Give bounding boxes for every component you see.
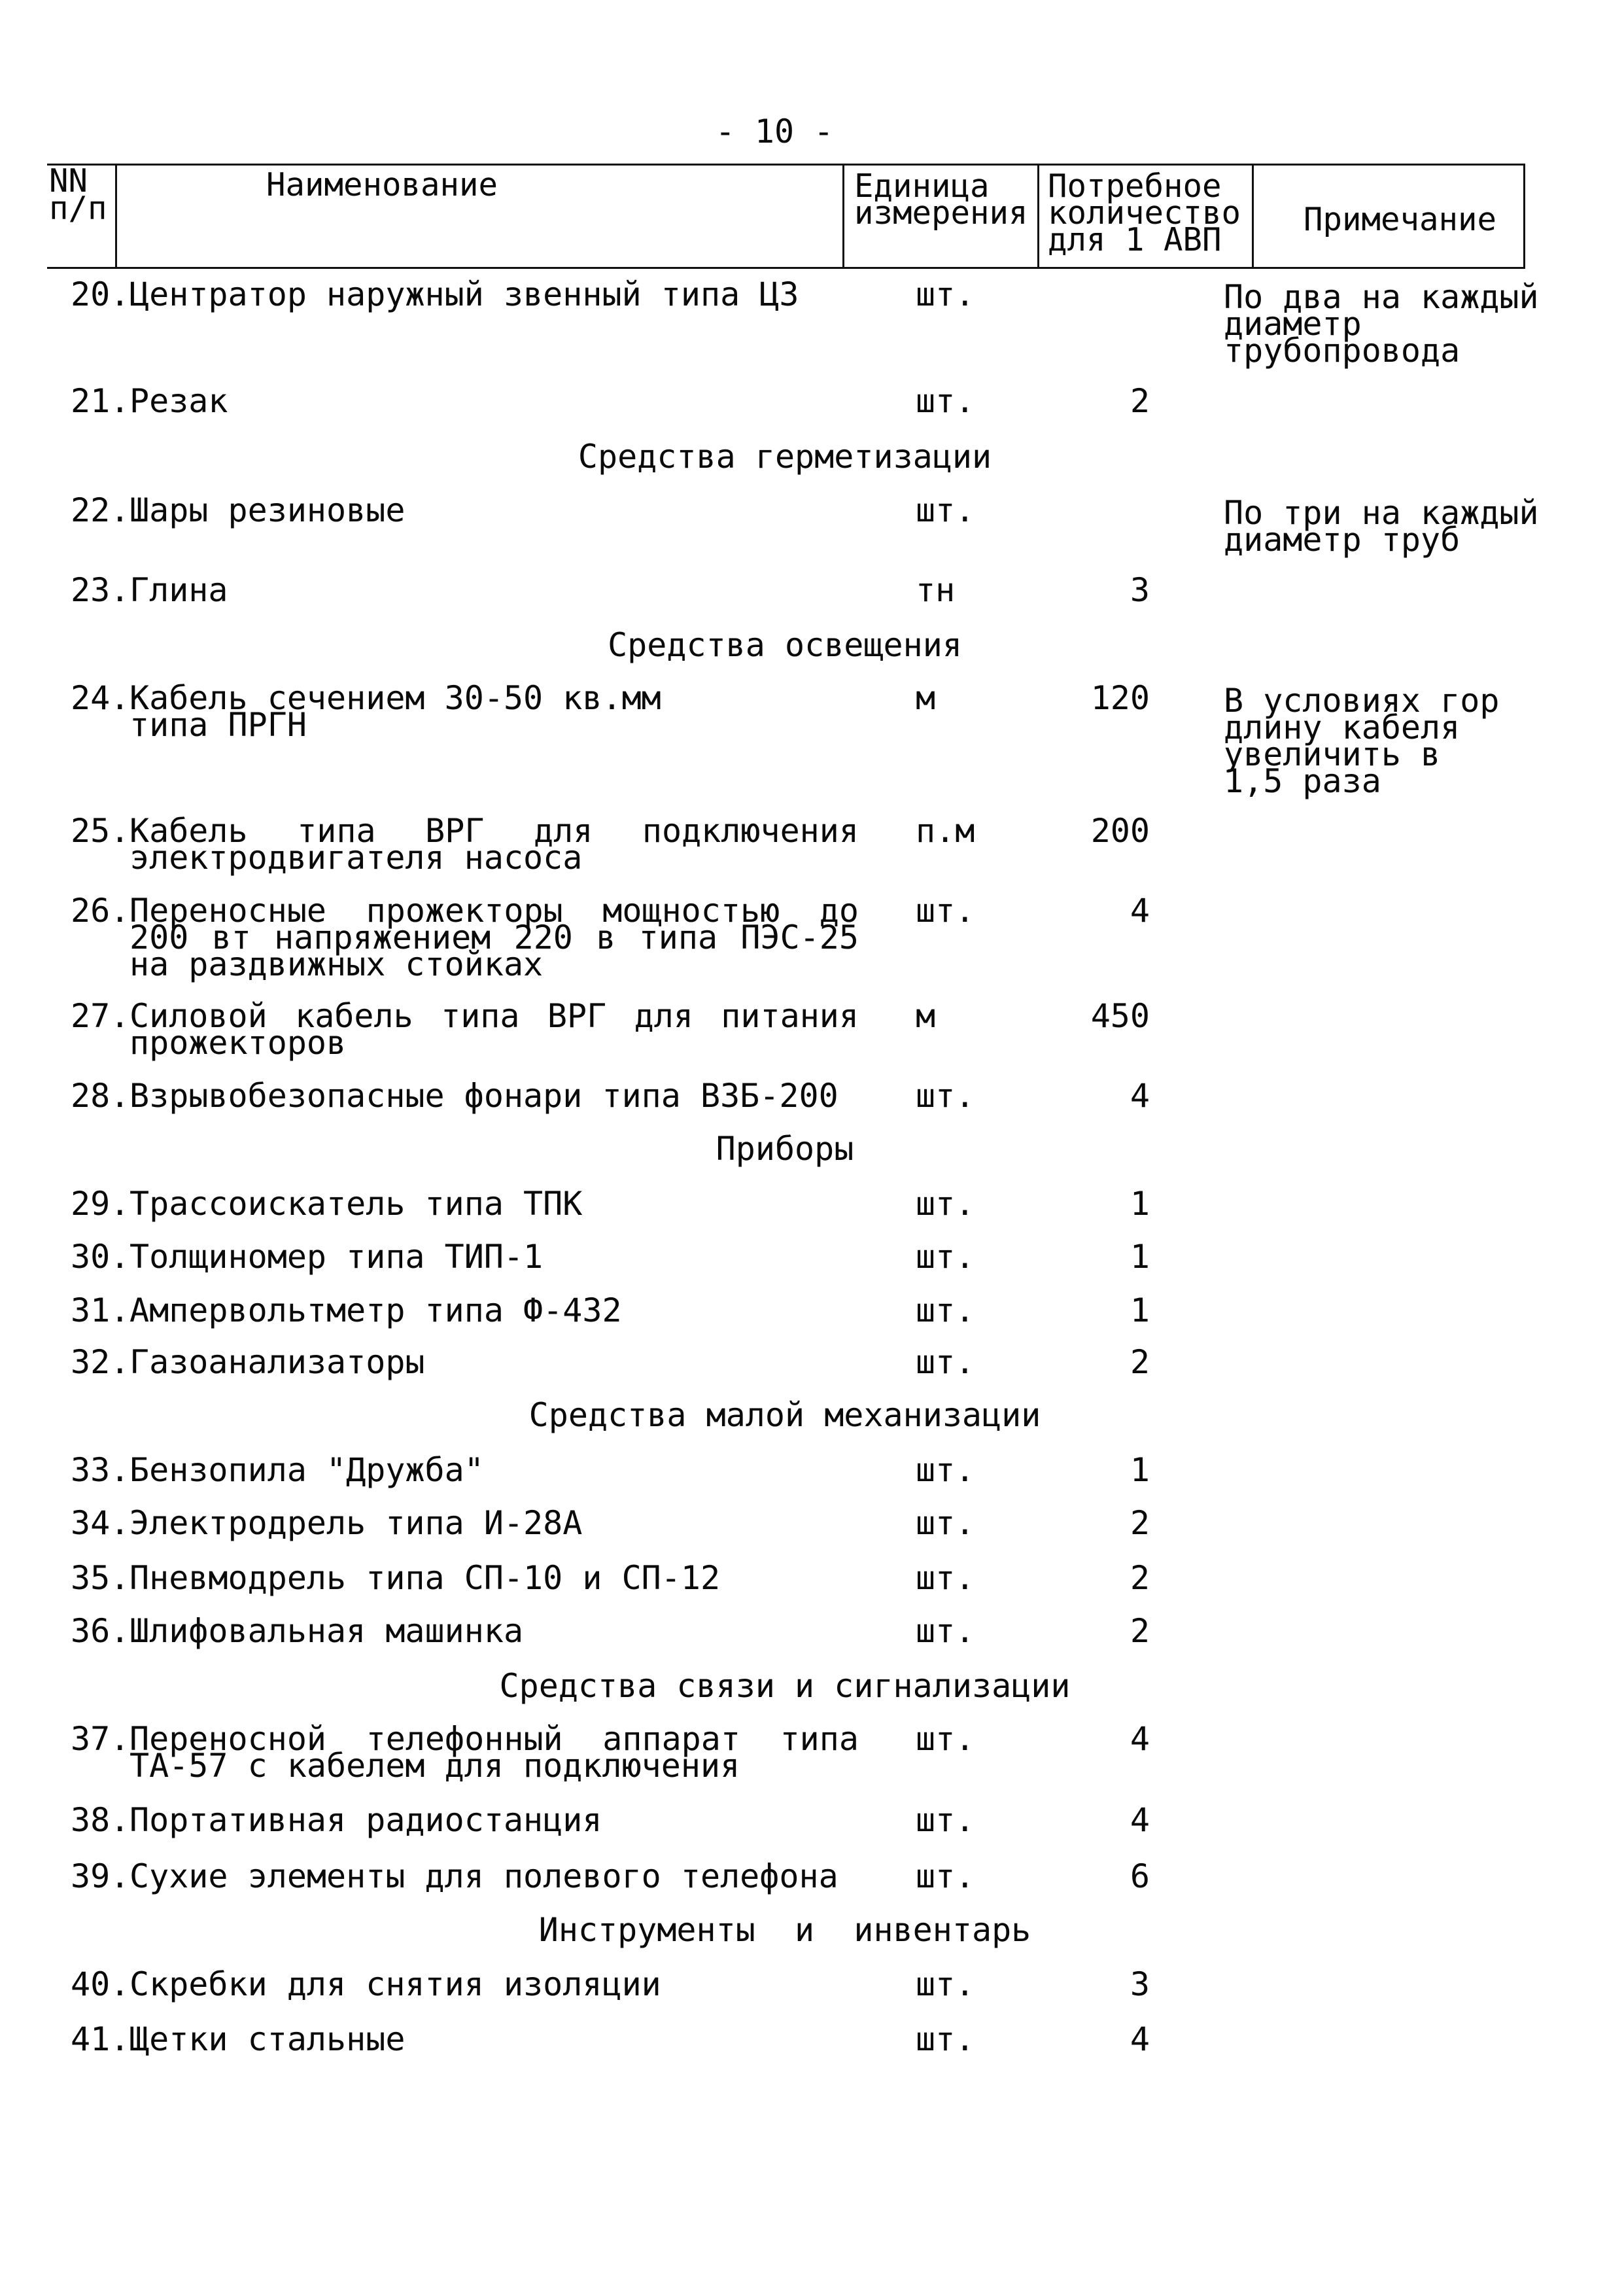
- item-name: [130, 1857, 859, 1895]
- item-name: [130, 1559, 859, 1597]
- item-name-line: Шары резиновые: [130, 491, 406, 529]
- item-quantity: 1: [1130, 1291, 1150, 1329]
- item-unit: шт.: [916, 491, 975, 529]
- item-note-line: диаметр труб: [1224, 521, 1460, 559]
- item-unit: шт.: [916, 1612, 975, 1650]
- item-quantity: 450: [1090, 997, 1150, 1035]
- item-number: 31.: [71, 1291, 130, 1329]
- item-number: 35.: [71, 1559, 130, 1597]
- item-number: 41.: [71, 2020, 130, 2058]
- section-heading: Средства связи и сигнализации: [499, 1667, 1071, 1705]
- item-number: 30.: [71, 1238, 130, 1276]
- item-quantity: 4: [1130, 1077, 1150, 1115]
- item-name: [130, 1720, 859, 1785]
- header-unit-label: измерения: [854, 194, 1028, 232]
- item-name-line: Бензопила "Дружба": [130, 1451, 484, 1489]
- item-name-line: Переносной телефонный аппарат типа: [130, 1720, 859, 1758]
- item-unit: шт.: [916, 1343, 975, 1381]
- item-name: [130, 1238, 859, 1276]
- item-unit: тн: [916, 571, 956, 609]
- item-name-line: Ампервольтметр типа Ф-432: [130, 1291, 622, 1329]
- item-name-line: Щетки стальные: [130, 2020, 406, 2058]
- page-number: - 10 -: [715, 113, 834, 150]
- item-name-line: на раздвижных стойках: [130, 945, 544, 983]
- item-unit: шт.: [916, 2020, 975, 2058]
- column-divider: [842, 166, 844, 267]
- header-unit-label: Единица: [854, 167, 990, 205]
- item-unit: шт.: [916, 1857, 975, 1895]
- item-unit: шт.: [916, 1504, 975, 1542]
- item-name: [130, 1343, 859, 1381]
- item-name-line: типа ПРГН: [130, 706, 307, 744]
- item-quantity: 4: [1130, 1720, 1150, 1758]
- item-name-line: Газоанализаторы: [130, 1343, 425, 1381]
- column-divider: [115, 166, 117, 267]
- item-number: 36.: [71, 1612, 130, 1650]
- item-name: [130, 1801, 859, 1839]
- item-name: [130, 571, 859, 609]
- item-name: [130, 1504, 859, 1542]
- item-name: [130, 2020, 859, 2058]
- item-number: 28.: [71, 1077, 130, 1115]
- item-unit: шт.: [916, 1720, 975, 1758]
- item-name-line: Переносные прожекторы мощностью до: [130, 892, 859, 930]
- item-number: 40.: [71, 1965, 130, 2003]
- item-unit: м: [916, 679, 936, 717]
- item-note: [1224, 278, 1539, 370]
- item-name-line: 200 вт напряжением 220 в типа ПЭС-25: [130, 919, 859, 956]
- item-quantity: 2: [1130, 382, 1150, 420]
- item-unit: шт.: [916, 1185, 975, 1223]
- item-name-line: Толщиномер типа ТИП-1: [130, 1238, 544, 1276]
- column-divider: [1252, 166, 1254, 267]
- item-number: 26.: [71, 892, 130, 930]
- header-name-label: Наименование: [266, 166, 498, 203]
- item-number: 34.: [71, 1504, 130, 1542]
- item-number: 33.: [71, 1451, 130, 1489]
- item-note: [1224, 682, 1500, 800]
- header-number-label: NN: [49, 162, 88, 200]
- item-unit: шт.: [916, 1451, 975, 1489]
- item-name: [130, 491, 859, 529]
- section-heading: Инструменты и инвентарь: [538, 1911, 1031, 1949]
- item-name-line: Центратор наружный звенный типа ЦЗ: [130, 275, 799, 313]
- item-name-line: Сухие элементы для полевого телефона: [130, 1857, 838, 1895]
- item-unit: шт.: [916, 1965, 975, 2003]
- item-name-line: Пневмодрель типа СП-10 и СП-12: [130, 1559, 721, 1597]
- item-number: 25.: [71, 812, 130, 850]
- item-number: 38.: [71, 1801, 130, 1839]
- item-unit: шт.: [916, 275, 975, 313]
- item-number: 32.: [71, 1343, 130, 1381]
- item-name-line: Кабель типа ВРГ для подключения: [130, 812, 859, 850]
- item-number: 20.: [71, 275, 130, 313]
- section-heading: Приборы: [716, 1130, 854, 1168]
- item-name-line: электродвигателя насоса: [130, 839, 583, 877]
- item-unit: шт.: [916, 1291, 975, 1329]
- item-note-line: увеличить в: [1224, 735, 1441, 773]
- item-quantity: 1: [1130, 1238, 1150, 1276]
- item-number: 29.: [71, 1185, 130, 1223]
- item-quantity: 4: [1130, 1801, 1150, 1839]
- section-heading: Средства освещения: [608, 626, 962, 664]
- item-note-line: В условиях гор: [1224, 682, 1500, 720]
- item-name: [130, 1451, 859, 1489]
- item-unit: шт.: [916, 1559, 975, 1597]
- item-name: [130, 1077, 859, 1115]
- item-note-line: По два на каждый: [1224, 278, 1539, 316]
- item-quantity: 2: [1130, 1504, 1150, 1542]
- item-name: [130, 1965, 859, 2003]
- item-quantity: 4: [1130, 2020, 1150, 2058]
- item-number: 22.: [71, 491, 130, 529]
- item-name: [130, 997, 859, 1062]
- item-quantity: 6: [1130, 1857, 1150, 1895]
- item-name-line: Резак: [130, 382, 228, 420]
- header-quantity-label: Потребное: [1048, 167, 1222, 205]
- item-unit: шт.: [916, 1801, 975, 1839]
- item-name: [130, 679, 859, 744]
- item-name-line: прожекторов: [130, 1024, 347, 1062]
- item-unit: шт.: [916, 1238, 975, 1276]
- header-number-label: п/п: [49, 190, 107, 227]
- item-name-line: Скребки для снятия изоляции: [130, 1965, 661, 2003]
- item-name-line: Шлифовальная машинка: [130, 1612, 524, 1650]
- header-note-label: Примечание: [1304, 201, 1497, 238]
- item-quantity: 1: [1130, 1451, 1150, 1489]
- item-note-line: трубопровода: [1224, 332, 1460, 370]
- item-name: [130, 1612, 859, 1650]
- item-quantity: 2: [1130, 1559, 1150, 1597]
- item-name: [130, 382, 859, 420]
- item-number: 23.: [71, 571, 130, 609]
- item-quantity: 3: [1130, 1965, 1150, 2003]
- item-name: [130, 275, 859, 313]
- item-name-line: Кабель сечением 30-50 кв.мм: [130, 679, 661, 717]
- item-name-line: Глина: [130, 571, 228, 609]
- item-note-line: По три на каждый: [1224, 494, 1539, 532]
- item-number: 21.: [71, 382, 130, 420]
- item-note-line: 1,5 раза: [1224, 762, 1381, 800]
- header-quantity-label: количество: [1048, 194, 1241, 232]
- item-name-line: Электродрель типа И-28А: [130, 1504, 583, 1542]
- item-quantity: 120: [1090, 679, 1150, 717]
- item-unit: шт.: [916, 1077, 975, 1115]
- item-name: [130, 812, 859, 877]
- item-note: [1224, 494, 1539, 559]
- item-name-line: Трассоискатель типа ТПК: [130, 1185, 583, 1223]
- item-number: 27.: [71, 997, 130, 1035]
- item-unit: п.м: [916, 812, 975, 850]
- item-unit: шт.: [916, 892, 975, 930]
- section-heading: Средства герметизации: [578, 438, 992, 476]
- item-number: 39.: [71, 1857, 130, 1895]
- item-quantity: 1: [1130, 1185, 1150, 1223]
- item-number: 24.: [71, 679, 130, 717]
- item-note-line: диаметр: [1224, 305, 1362, 343]
- column-divider: [1037, 166, 1039, 267]
- item-quantity: 2: [1130, 1343, 1150, 1381]
- item-name: [130, 1291, 859, 1329]
- header-quantity-label: для 1 АВП: [1048, 221, 1222, 258]
- item-quantity: 3: [1130, 571, 1150, 609]
- item-name-line: Портативная радиостанция: [130, 1801, 602, 1839]
- item-quantity: 200: [1090, 812, 1150, 850]
- item-unit: м: [916, 997, 936, 1035]
- item-quantity: 2: [1130, 1612, 1150, 1650]
- item-note-line: длину кабеля: [1224, 709, 1460, 746]
- item-number: 37.: [71, 1720, 130, 1758]
- item-name-line: Силовой кабель типа ВРГ для питания: [130, 997, 859, 1035]
- item-unit: шт.: [916, 382, 975, 420]
- item-name: [130, 1185, 859, 1223]
- item-name-line: ТА-57 с кабелем для подключения: [130, 1747, 740, 1785]
- item-quantity: 4: [1130, 892, 1150, 930]
- section-heading: Средства малой механизации: [528, 1396, 1041, 1434]
- item-name-line: Взрывобезопасные фонари типа ВЗБ-200: [130, 1077, 838, 1115]
- item-name: [130, 892, 859, 983]
